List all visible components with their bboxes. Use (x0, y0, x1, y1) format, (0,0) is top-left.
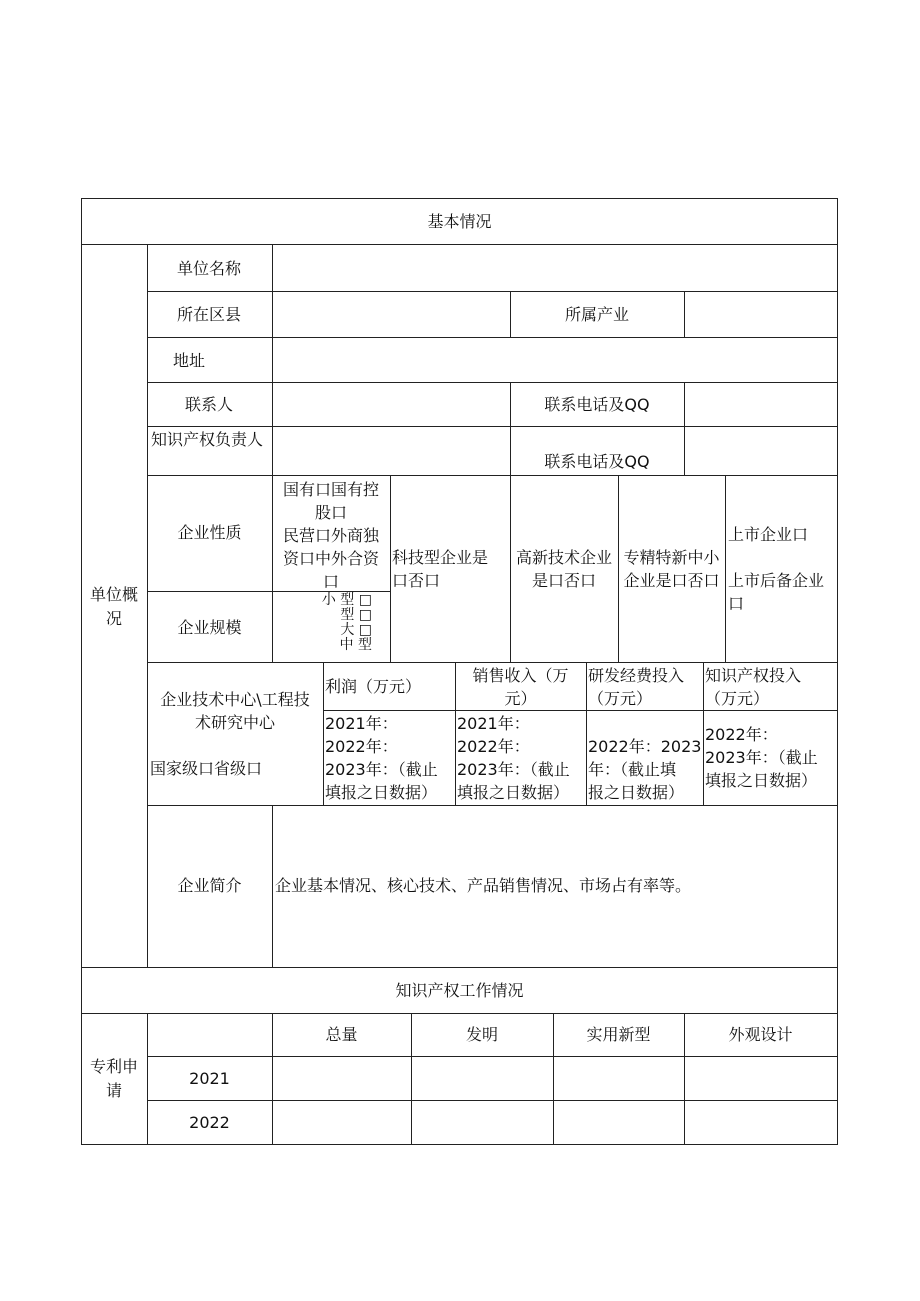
rule (147, 1056, 838, 1057)
scale-option: 大 □ (340, 622, 372, 638)
tech-center-level: 国家级口省级口 (150, 759, 263, 778)
rule (390, 475, 391, 663)
rule (147, 662, 838, 663)
rule (147, 805, 838, 806)
ownership-option: 资口中外合资 (282, 549, 379, 568)
profit-year-line: 2021年： (325, 714, 398, 733)
sales-year-line: 2021年： (457, 714, 530, 733)
ownership-option: 股口 (314, 503, 347, 522)
intro-label: 企业简介 (177, 876, 242, 895)
listing-reserve-option: 口 (728, 594, 745, 613)
profit-year-line: 2022年： (325, 737, 398, 756)
patent-col-invention: 发明 (465, 1025, 498, 1044)
rd-year-line: 2022年：2023 (588, 737, 702, 756)
ip-investment-header: （万元） (705, 689, 770, 708)
rule (147, 1100, 838, 1101)
rule (147, 382, 838, 383)
patent-col-utility: 实用新型 (586, 1025, 651, 1044)
ip-manager-label: 知识产权负责人 (151, 430, 264, 449)
rule (81, 198, 838, 199)
profit-year-line: 填报之日数据） (325, 783, 438, 802)
rule (81, 1013, 838, 1014)
rule (147, 337, 838, 338)
listed-option: 上市企业口 (728, 525, 809, 544)
rd-year-line: 年：（截止填 (588, 760, 677, 779)
rule (147, 426, 838, 427)
patent-col-design: 外观设计 (728, 1025, 793, 1044)
rule (272, 244, 273, 476)
patent-label: 专利申 (89, 1057, 138, 1076)
ip-investment-year-line: 填报之日数据） (705, 771, 818, 790)
unit-overview-label: 单位概 (89, 585, 138, 604)
ip-investment-year-line: 2022年： (705, 725, 778, 744)
patent-row-year: 2022 (189, 1113, 230, 1132)
scale-label: 企业规模 (177, 618, 242, 637)
specialized-option: 专精特新中小 (623, 548, 720, 567)
sales-year-line: 2022年： (457, 737, 530, 756)
unit-name-label: 单位名称 (177, 259, 242, 278)
sales-year-line: 填报之日数据） (457, 783, 570, 802)
intro-text: 企业基本情况、核心技术、产品销售情况、市场占有率等。 (275, 876, 692, 895)
sales-header: 元） (504, 689, 537, 708)
rule (586, 662, 587, 806)
ownership-option: 口 (322, 572, 339, 591)
rule (684, 291, 685, 338)
rd-header: （万元） (588, 689, 653, 708)
rule (725, 475, 726, 663)
rule (81, 198, 82, 1145)
patent-col-total: 总量 (325, 1025, 358, 1044)
patent-row-year: 2021 (189, 1069, 230, 1088)
tech-center-label: 企业技术中心\工程技 (160, 690, 310, 709)
profit-year-line: 2023年：（截止 (325, 760, 438, 779)
rule (81, 244, 838, 245)
rule (147, 291, 838, 292)
specialized-option: 企业是口否口 (623, 571, 720, 590)
tech-enterprise-option: 科技型企业是 (392, 548, 489, 567)
sales-year-line: 2023年：（截止 (457, 760, 570, 779)
rd-header: 研发经费投入 (588, 666, 685, 685)
unit-overview-label: 况 (105, 609, 122, 628)
rule (81, 1144, 838, 1145)
tech-enterprise-option: 口否口 (392, 571, 441, 590)
rd-year-line: 报之日数据） (588, 783, 685, 802)
scale-option: 小 型 □ (321, 592, 372, 608)
ownership-option: 民营口外商独 (282, 526, 379, 545)
scale-option: 中 型 (339, 637, 372, 653)
ip-investment-header: 知识产权投入 (705, 666, 802, 685)
address-label: 地址 (173, 351, 206, 370)
contact-phone-label: 联系电话及QQ (544, 395, 650, 414)
ownership-option: 国有口国有控 (282, 480, 379, 499)
ip-investment-year-line: 2023年：（截止 (705, 748, 818, 767)
high-tech-option: 是口否口 (531, 571, 596, 590)
high-tech-option: 高新技术企业 (515, 548, 612, 567)
rule (272, 805, 273, 967)
sales-header: 销售收入（万 (472, 666, 569, 685)
rule (147, 475, 838, 476)
rule (684, 382, 685, 476)
district-label: 所在区县 (177, 305, 242, 324)
listing-reserve-option: 上市后备企业 (728, 571, 825, 590)
section-title-basic-info: 基本情况 (427, 212, 492, 231)
contact-label: 联系人 (185, 395, 234, 414)
nature-label: 企业性质 (177, 523, 242, 542)
rule (837, 198, 838, 1145)
patent-label: 请 (105, 1081, 122, 1100)
section-title-ip-work: 知识产权工作情况 (395, 981, 524, 1000)
tech-center-label: 术研究中心 (194, 713, 275, 732)
rule (703, 662, 704, 806)
ip-manager-phone-label: 联系电话及QQ (544, 452, 650, 471)
rule (147, 244, 148, 967)
rule (81, 967, 838, 968)
scale-option: 型 □ (340, 607, 372, 623)
rule (323, 710, 838, 711)
profit-header: 利润（万元） (325, 677, 422, 696)
industry-label: 所属产业 (564, 305, 629, 324)
rule (323, 662, 324, 806)
